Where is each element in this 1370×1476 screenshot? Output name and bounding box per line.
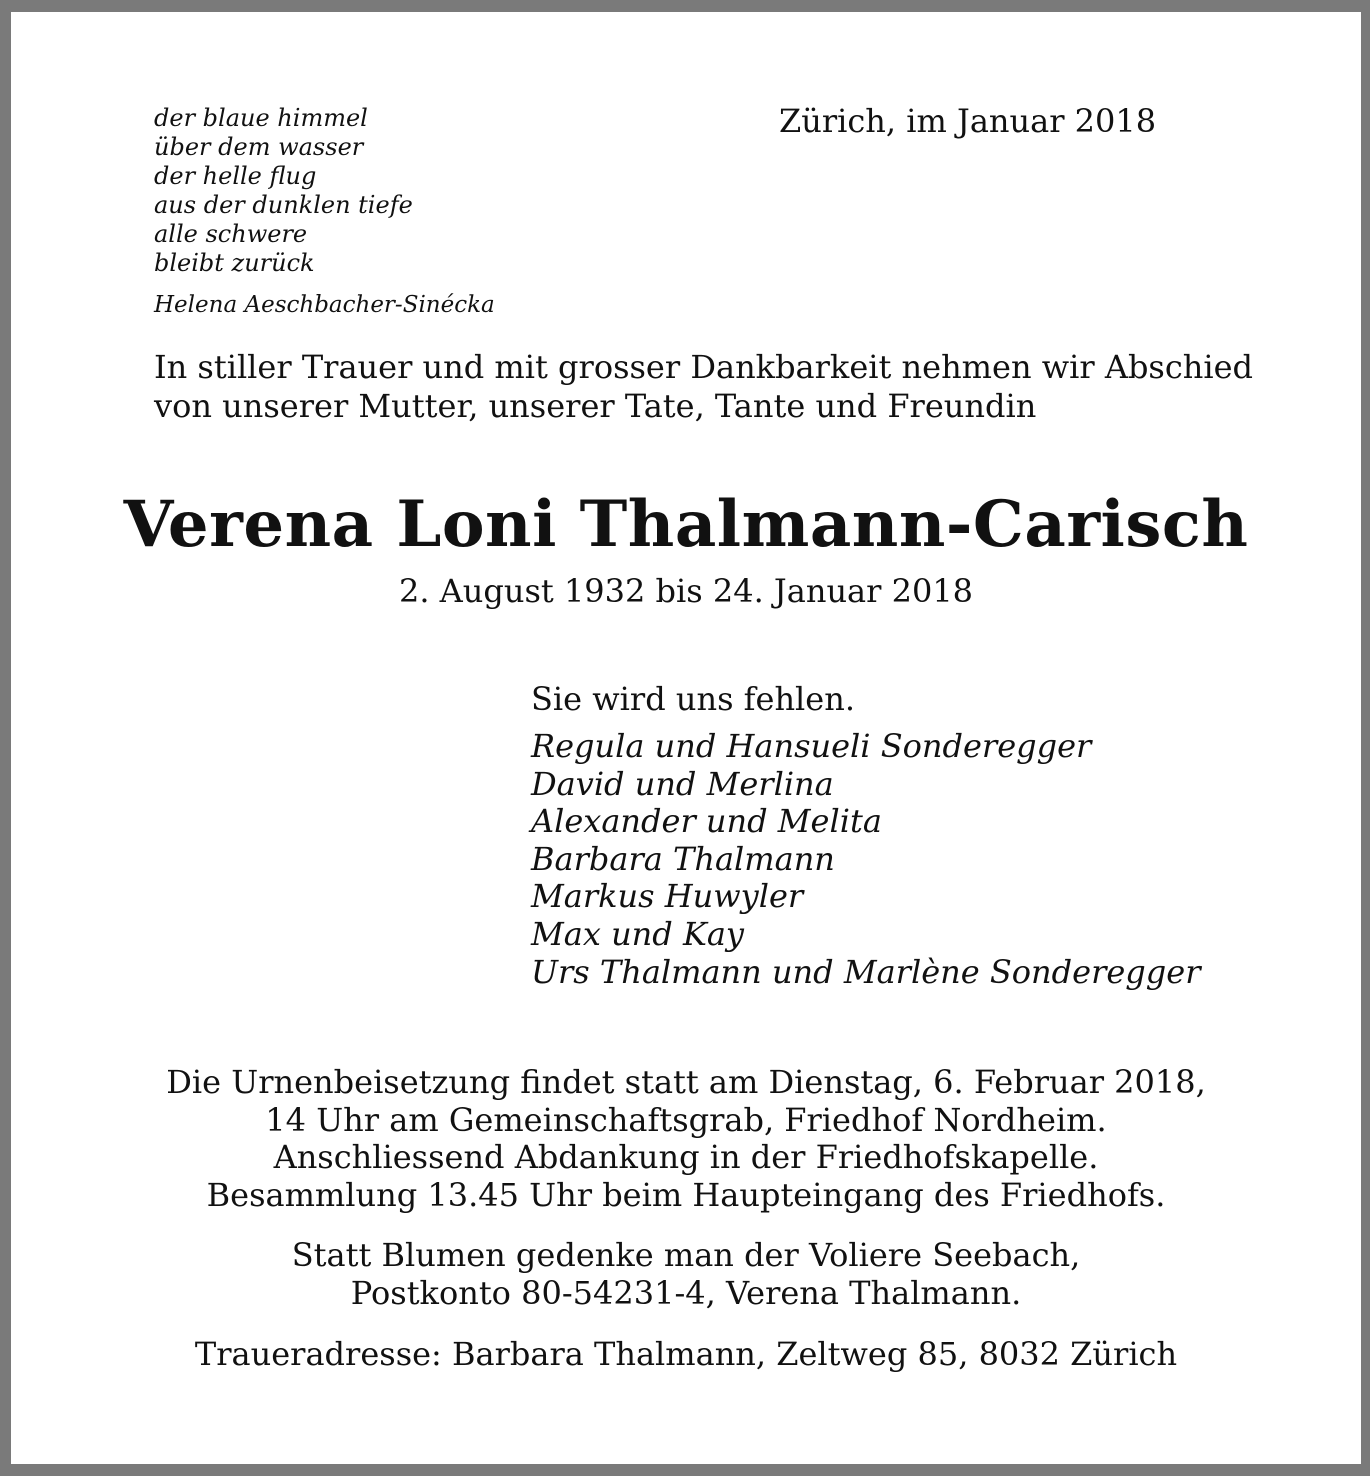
poem-line: über dem wasser	[154, 133, 364, 161]
poem-line: aus der dunklen tiefe	[154, 191, 413, 219]
obituary-page	[11, 12, 1361, 1464]
burial-line: Anschliessend Abdankung in der Friedhofskapelle.	[273, 1138, 1099, 1176]
mourner-name: Alexander und Melita	[531, 802, 882, 841]
poem	[154, 104, 413, 278]
intro-line: von unserer Mutter, unserer Tate, Tante und Freundin	[154, 387, 1037, 425]
mourner-name: Barbara Thalmann	[531, 839, 835, 878]
address-line: Traueradresse: Barbara Thalmann, Zeltweg 85, 8032 Zürich	[194, 1335, 1178, 1373]
mourner-name: Max und Kay	[531, 914, 744, 953]
mourner-name: Markus Huwyler	[531, 877, 804, 916]
missed-text: Sie wird uns fehlen.	[531, 680, 855, 718]
donation-line: Postkonto 80-54231-4, Verena Thalmann.	[350, 1273, 1022, 1312]
poem-line: der helle flug	[154, 162, 317, 190]
poem-line: alle schwere	[154, 220, 308, 248]
mourner-name: Urs Thalmann und Marlène Sonderegger	[531, 952, 1201, 991]
place-date: Zürich, im Januar 2018	[779, 102, 1157, 140]
burial-line: Besammlung 13.45 Uhr beim Haupteingang des Friedhofs.	[206, 1175, 1166, 1214]
poem-line: bleibt zurück	[154, 249, 315, 277]
mourner-name: Regula und Hansueli Sonderegger	[531, 727, 1092, 765]
deceased-name: Verena Loni Thalmann-Carisch	[123, 487, 1249, 562]
burial-line: 14 Uhr am Gemeinschaftsgrab, Friedhof Nordheim.	[265, 1100, 1107, 1139]
mourning-address	[11, 1336, 1361, 1374]
intro-text	[154, 348, 1253, 426]
intro-line: In stiller Trauer und mit grosser Dankbarkeit nehmen wir Abschied	[154, 348, 1254, 386]
poem-line: der blaue himmel	[154, 104, 368, 132]
mourners-list	[531, 728, 1201, 991]
burial-info	[11, 1064, 1361, 1214]
mourner-name: David und Merlina	[531, 764, 834, 803]
donation-line: Statt Blumen gedenke man der Voliere Seebach,	[291, 1236, 1081, 1274]
poem-author: Helena Aeschbacher-Sinécka	[154, 292, 495, 318]
burial-line: Die Urnenbeisetzung findet statt am Dienstag, 6. Februar 2018,	[166, 1063, 1206, 1101]
donation-info	[11, 1237, 1361, 1312]
lifespan-dates: 2. August 1932 bis 24. Januar 2018	[398, 572, 974, 610]
